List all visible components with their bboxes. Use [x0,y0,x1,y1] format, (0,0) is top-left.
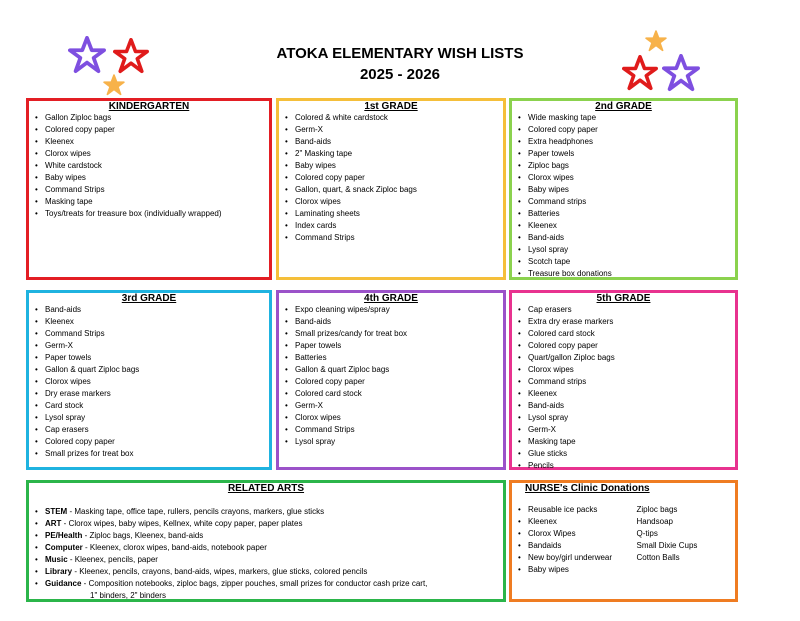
list-item: • Gallon & quart Ziploc bags [35,364,269,376]
list-item: • Extra dry erase markers [518,316,735,328]
nurse-box [509,480,738,602]
list-item: • Small prizes/candy for treat box [285,328,503,340]
list-item: • Lysol spray [285,436,503,448]
list-item: • Card stock [35,400,269,412]
related-arts-list [29,506,503,590]
second-grade-list [512,112,735,280]
list-item: • Pencils [518,460,735,472]
list-item: • Clorox Wipes [518,528,627,540]
related-item-library: • Library - Kleenex, pencils, crayons, band-aids, wipes, markers, glue sticks, colored pencils [35,566,503,578]
fourth-grade-title: 4th GRADE [364,293,418,304]
page-subtitle: 2025 - 2026 [359,66,441,83]
fifth-grade-list [512,304,735,472]
list-item: • Clorox wipes [35,376,269,388]
list-item: • Germ-X [285,124,503,136]
list-item: • Band-aids [285,316,503,328]
list-item: • Clorox wipes [35,148,269,160]
second-grade-title: 2nd GRADE [595,101,652,112]
list-item: • Cap erasers [35,424,269,436]
list-item: • Expo cleaning wipes/spray [285,304,503,316]
kindergarten-box [26,98,272,280]
fourth-grade-list [279,304,503,448]
list-item: • Command Strips [285,232,503,244]
kindergarten-list [29,112,269,220]
list-item: • Command Strips [35,328,269,340]
list-item: • Command strips [518,196,735,208]
list-item: Q-tips [636,529,658,538]
list-item: • Reusable ice packs [518,504,627,516]
list-item: • Baby wipes [518,184,735,196]
list-item: Cotton Balls [636,553,680,562]
list-item: • Baby wipes [518,564,627,576]
list-item: • Small prizes for treat box [35,448,269,460]
list-item: • Batteries [518,208,735,220]
first-grade-title: 1st GRADE [364,101,418,112]
list-item: • Gallon Ziploc bags [35,112,269,124]
kindergarten-title: KINDERGARTEN [108,101,190,112]
list-item: • Extra headphones [518,136,735,148]
list-item: • Band-aids [35,304,269,316]
list-item: • Lysol spray [518,412,735,424]
nurse-list-col2 [627,504,736,576]
related-item-music: • Music - Kleenex, pencils, paper [35,554,503,566]
fifth-grade-box [509,290,738,470]
list-item: • Colored card stock [518,328,735,340]
list-item: • Command Strips [285,424,503,436]
related-item-pe-health: • PE/Health - Ziploc bags, Kleenex, band-aids [35,530,503,542]
list-item: • Germ-X [518,424,735,436]
nurse-title: NURSE's Clinic Donations [525,483,650,494]
list-item: • Colored copy paper [35,436,269,448]
list-item: • Glue sticks [518,448,735,460]
third-grade-list [29,304,269,460]
related-item-stem: • STEM - Masking tape, office tape, rullers, pencils crayons, markers, glue sticks [35,506,503,518]
list-item: • Gallon & quart Ziploc bags [285,364,503,376]
list-item: • Clorox wipes [285,412,503,424]
fifth-grade-title: 5th GRADE [596,293,651,304]
list-item: • Batteries [285,352,503,364]
list-item: • Clorox wipes [518,364,735,376]
list-item: • Kleenex [518,220,735,232]
fourth-grade-box [276,290,506,470]
list-item: • Scotch tape [518,256,735,268]
list-item: • Colored copy paper [518,340,735,352]
related-item-computer: • Computer - Kleenex, clorox wipes, band-aids, notebook paper [35,542,503,554]
list-item: • Baby wipes [35,172,269,184]
list-item: • Gallon, quart, & snack Ziploc bags [285,184,503,196]
list-item: • Ziploc bags [518,160,735,172]
list-item: • Paper towels [285,340,503,352]
related-item-guidance: • Guidance - Composition notebooks, ziploc bags, zipper pouches, small prizes for conductor cash prize cart, [35,578,503,590]
list-item: • Paper towels [518,148,735,160]
list-item: • Germ-X [285,400,503,412]
list-item: • Command strips [518,376,735,388]
list-item: • Colored card stock [285,388,503,400]
related-arts-box [26,480,506,602]
page-title: ATOKA ELEMENTARY WISH LISTS [276,45,524,62]
list-item: • Colored copy paper [285,172,503,184]
list-item: • Clorox wipes [518,172,735,184]
list-item: • Band-aids [518,400,735,412]
list-item: • Laminating sheets [285,208,503,220]
list-item: • Germ-X [35,340,269,352]
list-item: • Band-aids [518,232,735,244]
third-grade-box [26,290,272,470]
list-item: • Kleenex [518,516,627,528]
list-item: • 2" Masking tape [285,148,503,160]
first-grade-list [279,112,503,244]
list-item: • Kleenex [35,136,269,148]
list-item: • Band-aids [285,136,503,148]
second-grade-box [509,98,738,280]
third-grade-title: 3rd GRADE [121,293,177,304]
list-item: • Wide masking tape [518,112,735,124]
list-item: • Colored copy paper [518,124,735,136]
list-item: • Colored copy paper [285,376,503,388]
list-item: • Lysol spray [518,244,735,256]
list-item: • Lysol spray [35,412,269,424]
related-arts-title: RELATED ARTS [227,483,305,494]
nurse-list-col1 [512,504,627,576]
list-item: Small Dixie Cups [636,541,698,550]
list-item: • Dry erase markers [35,388,269,400]
list-item: • Command Strips [35,184,269,196]
list-item: • Baby wipes [285,160,503,172]
list-item: • Cap erasers [518,304,735,316]
list-item: • Bandaids [518,540,627,552]
list-item: • Masking tape [518,436,735,448]
list-item: • Quart/gallon Ziploc bags [518,352,735,364]
list-item: • Index cards [285,220,503,232]
list-item: • Kleenex [518,388,735,400]
list-item: Ziploc bags [636,505,678,514]
list-item: • Masking tape [35,196,269,208]
related-item-art: • ART - Clorox wipes, baby wipes, Kellnex, white copy paper, paper plates [35,518,503,530]
related-guidance-continuation: 1" binders, 2" binders [90,591,166,600]
list-item: • Kleenex [35,316,269,328]
list-item: • Paper towels [35,352,269,364]
list-item: • White cardstock [35,160,269,172]
list-item: • Treasure box donations [518,268,735,280]
list-item: Handsoap [636,517,673,526]
first-grade-box [276,98,506,280]
list-item: • Colored copy paper [35,124,269,136]
list-item: • Colored & white cardstock [285,112,503,124]
list-item: • Toys/treats for treasure box (individually wrapped) [35,208,269,220]
list-item: • New boy/girl underwear [518,552,627,564]
list-item: • Clorox wipes [285,196,503,208]
